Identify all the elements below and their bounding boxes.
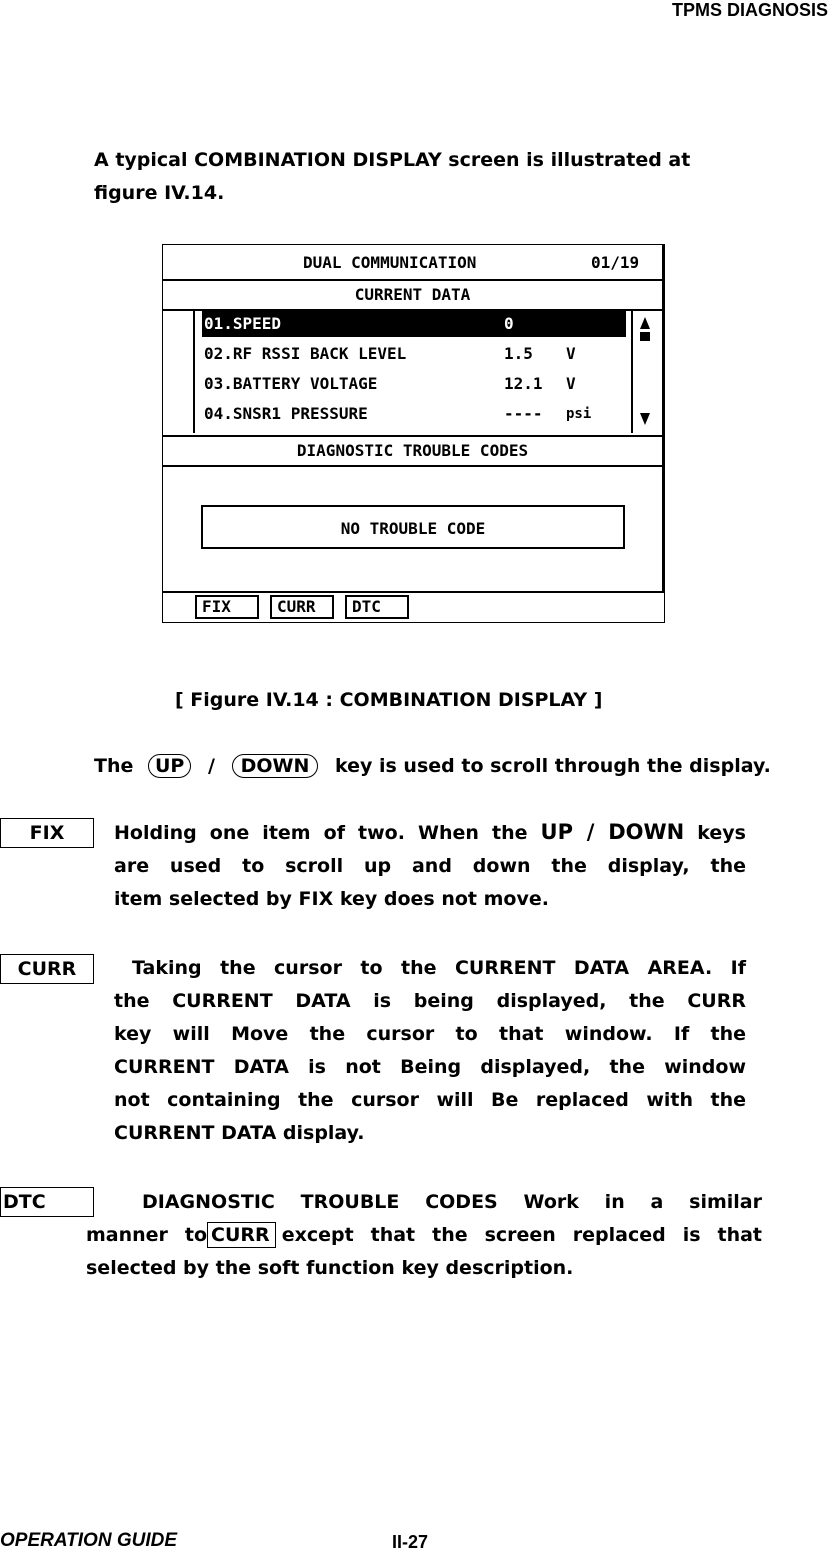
data-row-3[interactable] bbox=[202, 371, 626, 397]
curr-description bbox=[114, 952, 746, 1150]
scroll-instruction bbox=[94, 750, 771, 783]
dtc-line-3: selected by the soft function key description. bbox=[86, 1257, 574, 1279]
data-row-value: 1.5 bbox=[504, 344, 533, 363]
scroll-down-arrow-icon bbox=[640, 413, 650, 425]
dtc-header: DIAGNOSTIC TROUBLE CODES bbox=[163, 435, 664, 467]
scroll-slash: / bbox=[207, 755, 215, 777]
dtc-line-1: DIAGNOSTIC TROUBLE CODES Work in a similar bbox=[142, 1191, 762, 1213]
data-row-label: 03.BATTERY VOLTAGE bbox=[204, 374, 378, 393]
data-row-2[interactable] bbox=[202, 341, 626, 367]
softkey-dtc[interactable]: DTC bbox=[345, 595, 409, 619]
footer-page-number: II-27 bbox=[392, 1532, 429, 1552]
fix-line-1: Holding one item of two. When the UP / DOWN keys bbox=[114, 820, 746, 844]
page-header: TPMS DIAGNOSIS bbox=[671, 0, 828, 20]
screen-title: DUAL COMMUNICATION bbox=[303, 253, 477, 272]
scroll-pre: The bbox=[94, 755, 134, 777]
data-row-unit: psi bbox=[566, 406, 592, 422]
current-data-list bbox=[193, 309, 633, 433]
curr-inline-key: CURR bbox=[207, 1222, 276, 1248]
curr-line-6: CURRENT DATA display. bbox=[114, 1122, 365, 1144]
softkey-fix[interactable]: FIX bbox=[195, 595, 259, 619]
curr-line-1: Taking the cursor to the CURRENT DATA AREA. If bbox=[132, 957, 746, 979]
scroll-up-arrow-icon bbox=[640, 317, 650, 329]
up-key: UP bbox=[148, 754, 191, 778]
scroll-thumb bbox=[640, 332, 650, 341]
data-row-label: 02.RF RSSI BACK LEVEL bbox=[204, 344, 407, 363]
current-data-area bbox=[163, 309, 664, 437]
data-row-value: 12.1 bbox=[504, 374, 543, 393]
fix-key-box: FIX bbox=[0, 818, 94, 848]
down-key: DOWN bbox=[232, 754, 319, 778]
data-row-1[interactable] bbox=[202, 311, 626, 337]
data-row-unit: V bbox=[566, 344, 576, 363]
dtc-description bbox=[86, 1186, 762, 1285]
intro-line-1: A typical COMBINATION DISPLAY screen is illustrated at bbox=[94, 149, 691, 171]
curr-line-5: not containing the cursor will Be replaced with the bbox=[114, 1089, 746, 1111]
fix-line-3: item selected by FIX key does not move. bbox=[114, 888, 549, 910]
softkey-curr[interactable]: CURR bbox=[270, 595, 334, 619]
scrollbar[interactable] bbox=[632, 311, 658, 431]
data-row-value: 0 bbox=[504, 314, 514, 333]
data-row-4[interactable] bbox=[202, 401, 626, 427]
current-data-header: CURRENT DATA bbox=[163, 281, 664, 311]
combination-display-screen bbox=[162, 244, 665, 623]
dtc-area bbox=[163, 463, 664, 593]
screen-title-bar bbox=[163, 245, 664, 281]
figure-caption: [ Figure IV.14 : COMBINATION DISPLAY ] bbox=[175, 689, 603, 711]
data-row-value: ---- bbox=[504, 404, 543, 423]
scroll-post: key is used to scroll through the display. bbox=[334, 755, 771, 777]
curr-line-4: CURRENT DATA is not Being displayed, the window bbox=[114, 1056, 746, 1078]
curr-key-box: CURR bbox=[0, 954, 94, 984]
data-row-label: 01.SPEED bbox=[204, 314, 282, 333]
dtc-key-box: DTC bbox=[0, 1187, 94, 1217]
intro-line-2: figure IV.14. bbox=[94, 182, 225, 204]
dtc-line-2: manner to CURR except that the screen replaced is that bbox=[86, 1224, 763, 1246]
intro-paragraph bbox=[94, 144, 764, 210]
data-row-unit: V bbox=[566, 374, 576, 393]
fix-description bbox=[114, 816, 746, 916]
fix-line-2: are used to scroll up and down the display, the bbox=[114, 855, 746, 877]
no-trouble-code-box: NO TROUBLE CODE bbox=[201, 505, 625, 549]
curr-line-2: the CURRENT DATA is being displayed, the CURR bbox=[114, 990, 746, 1012]
footer-guide-title: OPERATION GUIDE bbox=[0, 1530, 177, 1551]
curr-line-3: key will Move the cursor to that window. If the bbox=[114, 1023, 746, 1045]
screen-page-indicator: 01/19 bbox=[591, 253, 640, 272]
data-row-label: 04.SNSR1 PRESSURE bbox=[204, 404, 368, 423]
